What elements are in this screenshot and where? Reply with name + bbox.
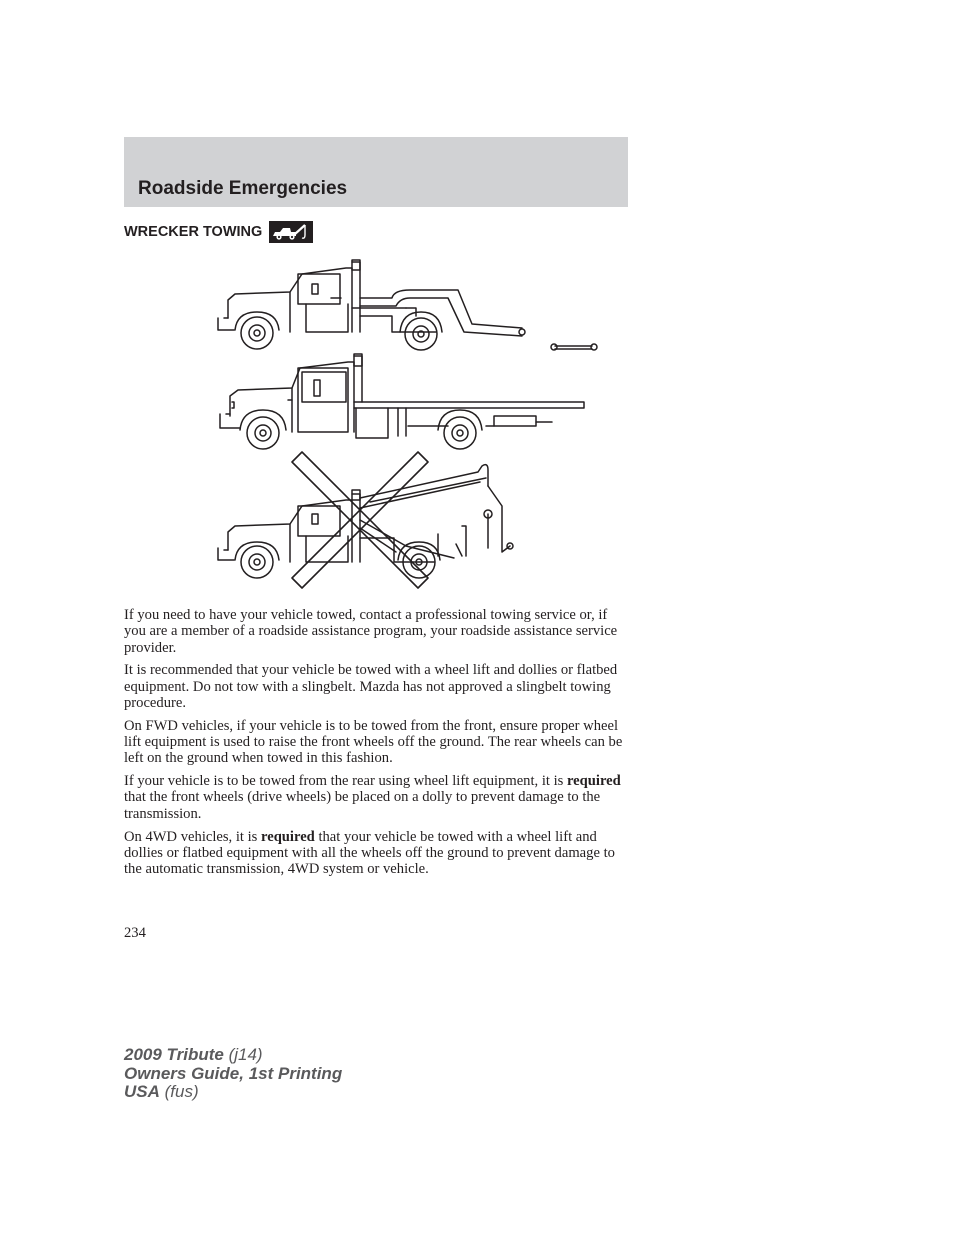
paragraph: On FWD vehicles, if your vehicle is to be towed from the front, ensure proper wheel lift equipment is used to raise the front wheels off the ground. The rear wheels can be left on the ground when towed in this fashion.	[124, 717, 623, 767]
footer-line-guide: Owners Guide, 1st Printing	[124, 1063, 343, 1083]
body-text	[124, 607, 630, 884]
subheading-text: WRECKER TOWING	[124, 224, 263, 240]
emphasis-required: required	[566, 773, 621, 790]
section-title: Roadside Emergencies	[138, 178, 348, 199]
flatbed-tow-truck	[220, 354, 584, 449]
wheel-lift-tow-truck	[218, 260, 597, 350]
subheading	[124, 221, 313, 243]
emphasis-required: required	[261, 828, 315, 845]
paragraph: If you need to have your vehicle towed, contact a professional towing service or, if you are a member of a roadside assistance program, your roadside assistance service provider.	[124, 607, 618, 656]
section-header-band	[124, 137, 628, 207]
paragraph: It is recommended that your vehicle be towed with a wheel lift and dollies or flatbed equipment. Do not tow with a slingbelt. Mazda has not approved a slingbelt towing procedure.	[124, 662, 618, 711]
page-number: 234	[124, 925, 146, 941]
slingbelt-tow-truck-crossed-out	[218, 452, 513, 588]
paragraph: On 4WD vehicles, it is required that your vehicle be towed with a wheel lift and dollies or flatbed equipment with all the wheels off the ground to prevent damage to the automatic transmission, 4WD system or vehicle.	[124, 828, 615, 878]
footer	[124, 1046, 342, 1102]
paragraph: If your vehicle is to be towed from the rear using wheel lift equipment, it is required that the front wheels (drive wheels) be placed on a dolly to prevent damage to the transmission.	[124, 773, 621, 822]
footer-line-model: 2009 Tribute (j14)	[124, 1045, 263, 1064]
tow-truck-icon	[269, 221, 313, 243]
footer-line-region: USA (fus)	[124, 1082, 199, 1101]
towing-illustration	[210, 256, 610, 596]
